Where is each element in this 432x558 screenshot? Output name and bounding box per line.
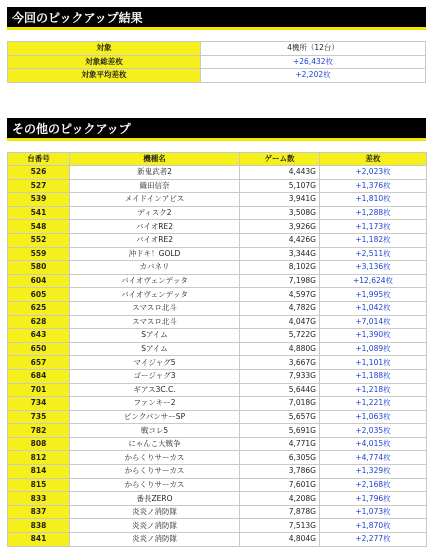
machine-name-cell: メイドインアビス <box>70 193 240 207</box>
game-count-cell: 4,597G <box>240 288 320 302</box>
coin-difference-cell: +1,218枚 <box>320 383 427 397</box>
coin-difference-cell: +1,329枚 <box>320 465 427 479</box>
table-row <box>8 369 427 383</box>
machine-name-cell: 炎炎ノ消防隊 <box>70 533 240 547</box>
table-row <box>8 451 427 465</box>
table-row <box>8 288 427 302</box>
machine-number-cell: 657 <box>8 356 70 370</box>
table-row <box>8 247 427 261</box>
machine-name-cell: 炎炎ノ消防隊 <box>70 505 240 519</box>
coin-difference-cell: +1,073枚 <box>320 505 427 519</box>
machine-name-cell: バイオRE2 <box>70 233 240 247</box>
coin-difference-cell: +1,810枚 <box>320 193 427 207</box>
game-count-cell: 8,102G <box>240 261 320 275</box>
coin-difference-cell: +1,995枚 <box>320 288 427 302</box>
coin-difference-cell: +2,277枚 <box>320 533 427 547</box>
table-row <box>8 261 427 275</box>
game-count-cell: 4,804G <box>240 533 320 547</box>
machine-name-cell: 戦コレ5 <box>70 424 240 438</box>
machine-number-cell: 734 <box>8 397 70 411</box>
summary-value: +2,202枚 <box>201 69 426 83</box>
machine-name-cell: マイジャグ5 <box>70 356 240 370</box>
machine-name-cell: からくりサーカス <box>70 465 240 479</box>
coin-difference-cell: +2,023枚 <box>320 166 427 180</box>
table-row <box>8 220 427 234</box>
coin-difference-cell: +1,042枚 <box>320 301 427 315</box>
machine-number-cell: 548 <box>8 220 70 234</box>
coin-difference-cell: +1,182枚 <box>320 233 427 247</box>
header-machine-number: 台番号 <box>8 153 70 166</box>
table-row <box>8 383 427 397</box>
header-coin-difference: 差枚 <box>320 153 427 166</box>
table-row <box>8 206 427 220</box>
game-count-cell: 7,601G <box>240 478 320 492</box>
machine-number-cell: 580 <box>8 261 70 275</box>
coin-difference-cell: +1,188枚 <box>320 369 427 383</box>
game-count-cell: 4,047G <box>240 315 320 329</box>
machine-number-cell: 808 <box>8 437 70 451</box>
game-count-cell: 4,443G <box>240 166 320 180</box>
other-pickup-table <box>7 152 427 547</box>
summary-row <box>8 69 426 83</box>
table-row <box>8 397 427 411</box>
header-machine-name: 機種名 <box>70 153 240 166</box>
machine-number-cell: 833 <box>8 492 70 506</box>
summary-label: 対象総差枚 <box>8 55 201 69</box>
machine-name-cell: バイオヴェンデッタ <box>70 274 240 288</box>
coin-difference-cell: +12,624枚 <box>320 274 427 288</box>
table-row <box>8 465 427 479</box>
table-row <box>8 166 427 180</box>
game-count-cell: 3,508G <box>240 206 320 220</box>
coin-difference-cell: +1,796枚 <box>320 492 427 506</box>
coin-difference-cell: +1,221枚 <box>320 397 427 411</box>
machine-name-cell: カバネリ <box>70 261 240 275</box>
coin-difference-cell: +2,511枚 <box>320 247 427 261</box>
header-game-count: ゲーム数 <box>240 153 320 166</box>
machine-name-cell: ギアス3C.C. <box>70 383 240 397</box>
table-row <box>8 179 427 193</box>
game-count-cell: 7,878G <box>240 505 320 519</box>
coin-difference-cell: +4,774枚 <box>320 451 427 465</box>
machine-number-cell: 539 <box>8 193 70 207</box>
table-row <box>8 315 427 329</box>
machine-number-cell: 838 <box>8 519 70 533</box>
machine-number-cell: 643 <box>8 329 70 343</box>
machine-number-cell: 604 <box>8 274 70 288</box>
coin-difference-cell: +7,014枚 <box>320 315 427 329</box>
machine-name-cell: からくりサーカス <box>70 478 240 492</box>
machine-number-cell: 735 <box>8 410 70 424</box>
game-count-cell: 4,771G <box>240 437 320 451</box>
pickup-summary-table <box>7 41 426 83</box>
machine-number-cell: 605 <box>8 288 70 302</box>
machine-name-cell: バイオRE2 <box>70 220 240 234</box>
machine-name-cell: Sアイム <box>70 342 240 356</box>
machine-name-cell: 織田信奈 <box>70 179 240 193</box>
summary-value: +26,432枚 <box>201 55 426 69</box>
game-count-cell: 3,941G <box>240 193 320 207</box>
machine-name-cell: 沖ドキ！GOLD <box>70 247 240 261</box>
coin-difference-cell: +2,168枚 <box>320 478 427 492</box>
machine-number-cell: 684 <box>8 369 70 383</box>
table-header-row <box>8 153 427 166</box>
game-count-cell: 4,208G <box>240 492 320 506</box>
game-count-cell: 7,933G <box>240 369 320 383</box>
table-row <box>8 437 427 451</box>
machine-number-cell: 782 <box>8 424 70 438</box>
machine-number-cell: 526 <box>8 166 70 180</box>
game-count-cell: 3,667G <box>240 356 320 370</box>
machine-number-cell: 812 <box>8 451 70 465</box>
machine-name-cell: 炎炎ノ消防隊 <box>70 519 240 533</box>
machine-number-cell: 650 <box>8 342 70 356</box>
machine-number-cell: 625 <box>8 301 70 315</box>
game-count-cell: 7,198G <box>240 274 320 288</box>
machine-number-cell: 701 <box>8 383 70 397</box>
machine-name-cell: 新鬼武者2 <box>70 166 240 180</box>
table-row <box>8 342 427 356</box>
coin-difference-cell: +1,288枚 <box>320 206 427 220</box>
table-row <box>8 410 427 424</box>
table-row <box>8 533 427 547</box>
machine-number-cell: 814 <box>8 465 70 479</box>
machine-name-cell: ファンキー2 <box>70 397 240 411</box>
machine-name-cell: 番長ZERO <box>70 492 240 506</box>
game-count-cell: 4,782G <box>240 301 320 315</box>
game-count-cell: 5,107G <box>240 179 320 193</box>
machine-number-cell: 552 <box>8 233 70 247</box>
summary-label: 対象平均差枚 <box>8 69 201 83</box>
machine-name-cell: からくりサーカス <box>70 451 240 465</box>
machine-number-cell: 841 <box>8 533 70 547</box>
machine-name-cell: ピンクパンサーSP <box>70 410 240 424</box>
machine-name-cell: ゴージャグ3 <box>70 369 240 383</box>
game-count-cell: 4,880G <box>240 342 320 356</box>
machine-number-cell: 628 <box>8 315 70 329</box>
other-pickup-heading: その他のピックアップ <box>7 118 426 141</box>
pickup-result-heading: 今回のピックアップ結果 <box>7 7 426 30</box>
game-count-cell: 5,644G <box>240 383 320 397</box>
table-row <box>8 274 427 288</box>
game-count-cell: 4,426G <box>240 233 320 247</box>
table-row <box>8 233 427 247</box>
table-row <box>8 505 427 519</box>
summary-value: 4機所（12台） <box>201 42 426 56</box>
table-row <box>8 492 427 506</box>
table-row <box>8 424 427 438</box>
coin-difference-cell: +3,136枚 <box>320 261 427 275</box>
game-count-cell: 5,691G <box>240 424 320 438</box>
machine-name-cell: にゃんこ大戦争 <box>70 437 240 451</box>
machine-number-cell: 837 <box>8 505 70 519</box>
game-count-cell: 3,786G <box>240 465 320 479</box>
machine-number-cell: 541 <box>8 206 70 220</box>
coin-difference-cell: +1,173枚 <box>320 220 427 234</box>
coin-difference-cell: +1,390枚 <box>320 329 427 343</box>
machine-number-cell: 559 <box>8 247 70 261</box>
summary-row <box>8 42 426 56</box>
machine-name-cell: スマスロ北斗 <box>70 315 240 329</box>
table-row <box>8 356 427 370</box>
table-row <box>8 301 427 315</box>
coin-difference-cell: +1,376枚 <box>320 179 427 193</box>
game-count-cell: 3,926G <box>240 220 320 234</box>
game-count-cell: 3,344G <box>240 247 320 261</box>
summary-row <box>8 55 426 69</box>
game-count-cell: 5,722G <box>240 329 320 343</box>
table-row <box>8 329 427 343</box>
game-count-cell: 5,657G <box>240 410 320 424</box>
game-count-cell: 7,018G <box>240 397 320 411</box>
coin-difference-cell: +1,101枚 <box>320 356 427 370</box>
coin-difference-cell: +2,035枚 <box>320 424 427 438</box>
machine-name-cell: バイオヴェンデッタ <box>70 288 240 302</box>
machine-name-cell: ディスク2 <box>70 206 240 220</box>
coin-difference-cell: +1,870枚 <box>320 519 427 533</box>
table-row <box>8 193 427 207</box>
summary-label: 対象 <box>8 42 201 56</box>
game-count-cell: 6,305G <box>240 451 320 465</box>
machine-number-cell: 815 <box>8 478 70 492</box>
machine-name-cell: スマスロ北斗 <box>70 301 240 315</box>
table-row <box>8 478 427 492</box>
game-count-cell: 7,513G <box>240 519 320 533</box>
table-row <box>8 519 427 533</box>
coin-difference-cell: +1,063枚 <box>320 410 427 424</box>
coin-difference-cell: +1,089枚 <box>320 342 427 356</box>
machine-name-cell: Sアイム <box>70 329 240 343</box>
coin-difference-cell: +4,015枚 <box>320 437 427 451</box>
machine-number-cell: 527 <box>8 179 70 193</box>
